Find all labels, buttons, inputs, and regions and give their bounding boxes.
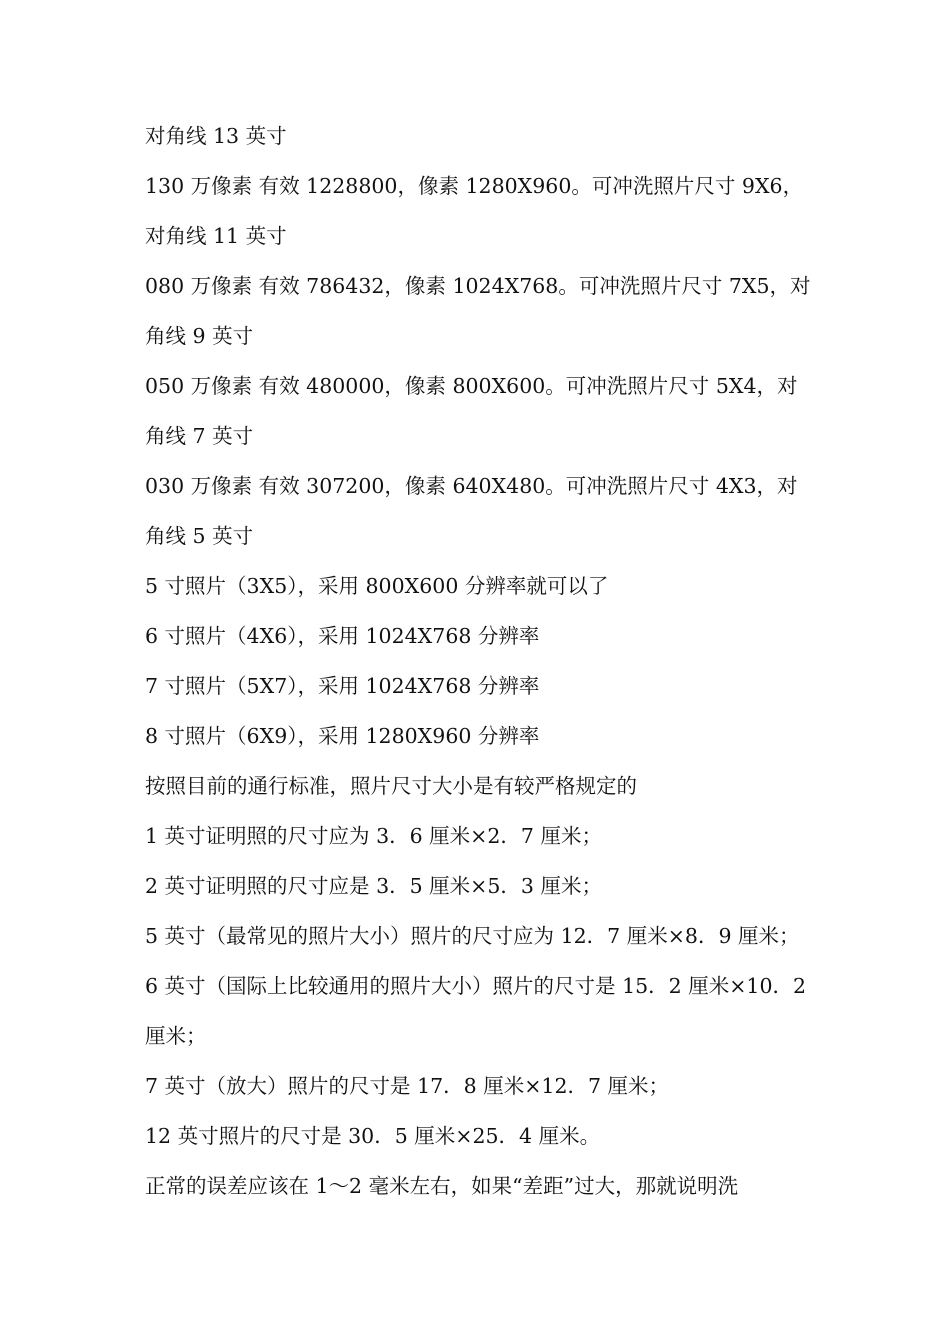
document-body xyxy=(145,111,813,1211)
text-line: 正常的误差应该在 1～2 毫米左右，如果“差距”过大，那就说明洗 xyxy=(145,1174,739,1198)
text-line: 按照目前的通行标准，照片尺寸大小是有较严格规定的 xyxy=(145,774,637,798)
text-line: 080 万像素 有效 786432，像素 1024X768。可冲洗照片尺寸 7X5，对 xyxy=(145,274,811,298)
text-line: 1 英寸证明照的尺寸应为 3．6 厘米×2．7 厘米； xyxy=(145,824,602,848)
text-line: 050 万像素 有效 480000，像素 800X600。可冲洗照片尺寸 5X4，对 xyxy=(145,374,798,398)
text-line: 角线 7 英寸 xyxy=(145,424,254,448)
text-line: 2 英寸证明照的尺寸应是 3．5 厘米×5．3 厘米； xyxy=(145,874,602,898)
text-line: 6 寸照片（4X6），采用 1024X768 分辨率 xyxy=(145,624,540,648)
text-line: 5 英寸（最常见的照片大小）照片的尺寸应为 12．7 厘米×8．9 厘米； xyxy=(145,924,800,948)
text-line: 12 英寸照片的尺寸是 30．5 厘米×25．4 厘米。 xyxy=(145,1124,601,1148)
text-line: 7 英寸（放大）照片的尺寸是 17．8 厘米×12．7 厘米； xyxy=(145,1074,670,1098)
text-line: 130 万像素 有效 1228800，像素 1280X960。可冲洗照片尺寸 9X6， xyxy=(145,174,804,198)
text-line: 对角线 11 英寸 xyxy=(145,224,287,248)
text-line: 5 寸照片（3X5），采用 800X600 分辨率就可以了 xyxy=(145,574,609,598)
text-line: 8 寸照片（6X9），采用 1280X960 分辨率 xyxy=(145,724,540,748)
text-line: 030 万像素 有效 307200，像素 640X480。可冲洗照片尺寸 4X3，对 xyxy=(145,474,798,498)
text-line: 6 英寸（国际上比较通用的照片大小）照片的尺寸是 15．2 厘米×10．2 xyxy=(145,974,807,998)
text-line: 7 寸照片（5X7），采用 1024X768 分辨率 xyxy=(145,674,540,698)
text-line: 角线 5 英寸 xyxy=(145,524,254,548)
text-line: 角线 9 英寸 xyxy=(145,324,254,348)
text-line: 对角线 13 英寸 xyxy=(145,124,287,148)
text-line: 厘米； xyxy=(145,1024,207,1048)
